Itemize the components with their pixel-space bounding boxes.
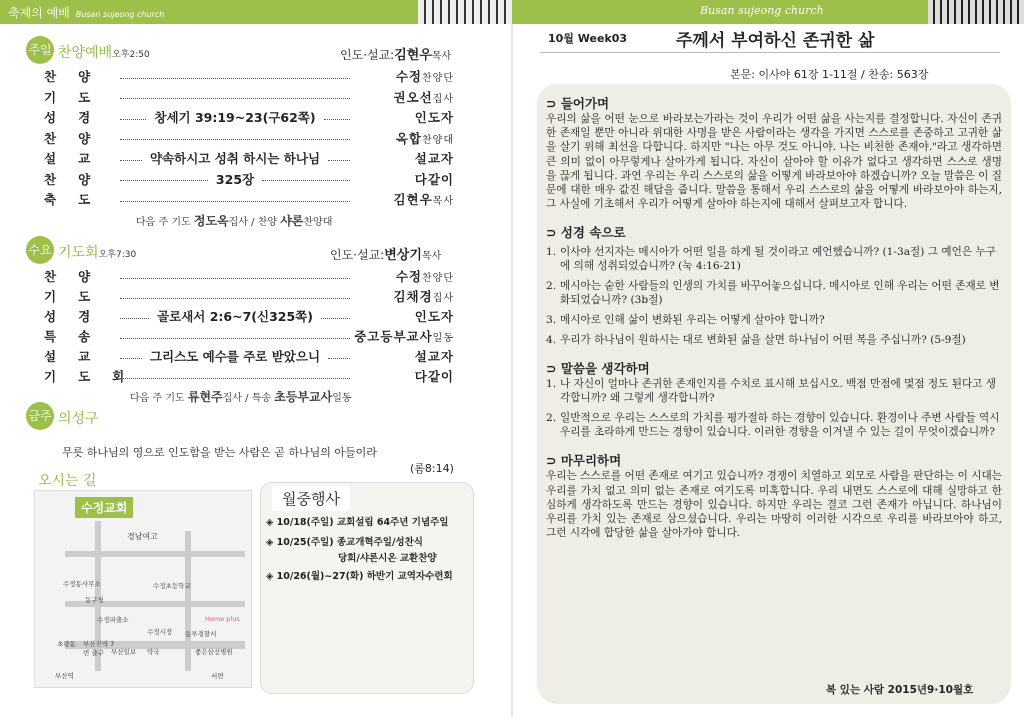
- order-label: 찬양: [44, 269, 113, 284]
- map-label: 부산진역 7번 출구: [83, 640, 115, 657]
- sunday-time: 오후2:50: [112, 50, 150, 60]
- person-name: 옥합: [395, 130, 423, 146]
- study-ref: 본문: 이사야 61장 1-11절 / 찬송: 563장: [730, 68, 929, 81]
- map-label: 동부경찰서: [185, 630, 217, 638]
- order-person: [354, 267, 454, 285]
- study-footer: 복 있는 사람 2015년9·10월호: [826, 684, 974, 696]
- leader-name: 김현우: [394, 48, 432, 63]
- leader-role: 목사: [431, 51, 452, 62]
- intro-heading: ⊃ 들어가며: [546, 96, 610, 111]
- wednesday-next-note: [130, 388, 352, 405]
- question-text: 나 자신이 얼마나 존귀한 존재인지를 수치로 표시해 보십시오. 백점 만점에 몇점 정도 된다고 생각합니까? 왜 그렇게 생각합니까?: [560, 378, 997, 405]
- sunday-next-note: [136, 212, 332, 229]
- close-heading: ⊃ 마무리하며: [546, 453, 622, 469]
- order-label: 찬양: [44, 171, 113, 187]
- dot-leader: [328, 358, 350, 359]
- question-item: 1. 나 자신이 얼마나 존귀한 존재인지를 수치로 표시해 보십시오. 백점 만점에 몇점 정도 된다고 생각합니까? 왜 그렇게 생각합니까?: [546, 377, 1002, 405]
- event-item: ◈ 10/18(주일) 교회설립 64주년 기념주일: [266, 517, 449, 528]
- order-content: 325장: [212, 170, 258, 188]
- person-role: 찬양대: [422, 134, 454, 146]
- order-person: [354, 170, 454, 188]
- leader-prefix: 인도·설교:: [330, 248, 385, 262]
- piano-keys-image-right: [928, 0, 1024, 24]
- order-row: [44, 266, 454, 286]
- order-content: 골로새서 2:6~7(신325쪽): [153, 307, 317, 325]
- dot-leader: [120, 160, 142, 161]
- order-label: 찬양: [44, 69, 113, 84]
- leader-prefix: 인도·설교:: [340, 48, 395, 62]
- wednesday-title-text: 기도회: [58, 245, 99, 261]
- map-label: Home plus: [205, 615, 240, 623]
- dot-leader: [120, 119, 146, 120]
- map-road: [65, 551, 245, 557]
- intro-heading-text: 들어가며: [560, 96, 610, 111]
- order-row: [44, 326, 454, 346]
- dot-leader: [120, 278, 350, 279]
- order-row: [44, 286, 454, 306]
- order-label: 특송: [44, 329, 113, 344]
- order-person: [354, 67, 454, 85]
- dot-leader: [262, 180, 350, 181]
- order-person: [354, 129, 454, 147]
- event-item: ◈ 10/25(주일) 종교개혁주일/성찬식: [266, 537, 423, 548]
- order-row: [44, 128, 454, 148]
- map-label: 수정동사무소: [63, 580, 101, 588]
- order-row: [44, 87, 454, 107]
- person-name: 수정: [395, 69, 423, 84]
- note-pray-role: 집사: [222, 393, 242, 404]
- person-role: 찬양단: [422, 273, 454, 284]
- question-text: 일반적으로 우리는 스스로의 가치를 평가절하 하는 경향이 있습니다. 환경이나 주변 사람들 역시 우리를 초라하게 만드는 경향이 있습니다. 이러한 경향을 이겨낼 수 있는 길이 무엇이겠습니까?: [560, 412, 1000, 439]
- person-role: 집사: [432, 93, 454, 105]
- event-item: ◈ 10/26(월)~27(화) 하반기 교역자수련회: [266, 571, 453, 582]
- map-label: 서면: [211, 672, 224, 680]
- person-name: 인도자: [414, 309, 455, 324]
- note-praise-role: 일동: [332, 393, 352, 404]
- person-name: 중고등부교사: [354, 329, 433, 344]
- dot-leader: [120, 139, 350, 140]
- order-person: [354, 307, 454, 325]
- header-title-text: 축제의 예배: [8, 6, 70, 20]
- person-name: 설교자: [414, 151, 454, 166]
- sunday-section-title: [58, 42, 150, 62]
- sunday-leader: [340, 44, 451, 63]
- study-title: 주께서 부여하신 존귀한 삶: [676, 31, 875, 51]
- map-label: 부산일보: [111, 648, 137, 656]
- map-label: 경남여고: [127, 532, 158, 541]
- dot-leader: [120, 338, 350, 339]
- leader-name: 변상기: [384, 248, 422, 263]
- verse-text: 무릇 하나님의 영으로 인도함을 받는 사람은 곧 하나님의 아들이라: [62, 446, 377, 459]
- order-row: [44, 107, 454, 127]
- order-label: 기도: [44, 289, 113, 304]
- order-content: 약속하시고 성취 하시는 하나님: [146, 149, 324, 167]
- verse-circle-badge: 금주: [26, 402, 54, 430]
- order-row: [44, 148, 454, 168]
- map-label: 동구청: [85, 596, 104, 604]
- order-content: 창세기 39:19~23(구62쪽): [150, 108, 319, 126]
- dot-leader: [120, 98, 350, 99]
- left-header-title: [8, 4, 164, 21]
- study-week-label: Week03: [577, 32, 628, 45]
- church-label: 수정교회: [75, 497, 133, 518]
- question-text: 메시아로 인해 삶이 변화된 우리는 어떻게 살아야 합니까?: [560, 314, 825, 327]
- person-name: 김현우: [393, 192, 433, 207]
- person-role: 목사: [432, 196, 454, 207]
- question-item: 3. 메시아로 인해 삶이 변화된 우리는 어떻게 살아야 합니까?: [546, 314, 825, 327]
- order-row: [44, 346, 454, 366]
- verse-ref: (롬8:14): [410, 462, 454, 475]
- close-paragraph: 우리는 스스로를 어떤 존재로 여기고 있습니까? 경쟁이 치열하고 외모로 사람을 판단하는 이 시대는 우리를 가치 없고 의미 없는 존재로 여기도록 미혹합니다. 우리 내면도 스스로에 대해 실망하고 한심하게 생각하도록 만드는 경향이 있습니다. 하지만 우리는 결코 그런 존재가 아닙니다. 하나님이 우리를 가치 있는 존재로 삼으셨습니다. 우리는 마땅히 이러한 시각으로 우리를 바라보아야 하고, 그런 시각에 합당한 삶을 살아가야 합니다.: [546, 470, 1002, 540]
- person-name: 인도자: [414, 110, 454, 125]
- question-item: 2. 일반적으로 우리는 스스로의 가치를 평가절하 하는 경향이 있습니다. 환경이나 주변 사람들 역시 우리를 초라하게 만드는 경향이 있습니다. 이러한 경향을 이겨낼 수 있는 길이 무엇이겠습니까?: [546, 411, 1002, 439]
- map-label: 수정시장: [147, 628, 173, 636]
- order-person: [354, 327, 454, 345]
- order-person: [354, 347, 454, 365]
- word-heading-text: 성경 속으로: [560, 225, 626, 241]
- close-heading-text: 마무리하며: [560, 453, 622, 469]
- question-text: 이사야 선지자는 메시아가 어떤 일을 하게 될 것이라고 예언했습니까? (1-3a절) 그 예언은 누구에 의해 성취되었습니까? (눅 4:16-21): [560, 246, 996, 273]
- note-pray-name: 류현주: [187, 390, 223, 404]
- think-questions: [546, 377, 1002, 439]
- wednesday-time: 오후7:30: [98, 250, 137, 260]
- question-text: 메시아는 숱한 사람들의 인생의 가치를 바꾸어놓으십니다. 메시아로 인해 우리는 어떤 존재로 변화되었습니까? (3b절): [560, 280, 1000, 307]
- order-label: 설교: [44, 349, 113, 364]
- sunday-circle-badge: 주일: [26, 36, 54, 64]
- sunday-title-text: 찬양예배: [58, 45, 113, 61]
- dot-leader: [120, 318, 149, 319]
- study-content: [546, 94, 1002, 540]
- order-content: 그리스도 예수를 주로 받았으니: [146, 347, 324, 365]
- think-heading: ⊃ 말씀을 생각하며: [546, 361, 650, 377]
- directions-map: [34, 490, 252, 688]
- person-name: 권오선: [393, 89, 433, 105]
- question-text: 우리가 하나님이 원하시는 대로 변화된 삶을 살면 하나님이 어떤 복을 주십니까? (5-9절): [560, 334, 966, 347]
- order-label: 찬양: [44, 130, 113, 146]
- event-item: 당회/샤론시온 교환찬양: [338, 553, 437, 564]
- person-name: 다같이: [414, 171, 455, 187]
- order-person: [354, 88, 454, 106]
- directions-title: 오시는 길: [38, 473, 97, 489]
- person-name: 설교자: [414, 349, 454, 364]
- right-header-subtitle: Busan sujeong church: [700, 4, 824, 17]
- word-heading: ⊃ 성경 속으로: [546, 225, 626, 241]
- piano-keys-image: [418, 0, 512, 24]
- note-praise-role: 찬양대: [303, 217, 333, 228]
- note-prefix: 다음 주 기도: [136, 217, 191, 228]
- question-item: 1. 이사야 선지자는 메시아가 어떤 일을 하게 될 것이라고 예언했습니까? (1-3a절) 그 예언은 누구에 의해 성취되었습니까? (눅 4:16-21): [546, 245, 1002, 273]
- event-text: 10/18(주일) 교회설립 64주년 기념주일: [276, 517, 449, 528]
- map-label: 수정파출소: [97, 616, 129, 624]
- order-row: [44, 366, 454, 386]
- wednesday-circle-badge: 수요: [26, 236, 54, 264]
- order-row: [44, 169, 454, 189]
- order-label: 기도회: [44, 369, 147, 384]
- order-label: 설교: [44, 151, 113, 166]
- dot-leader: [120, 358, 142, 359]
- map-label: 좋은삼선병원: [195, 648, 233, 656]
- order-row: [44, 306, 454, 326]
- note-prefix: 다음 주 기도: [130, 393, 185, 404]
- order-row: [44, 66, 454, 86]
- events-title: 월중행사: [272, 486, 350, 511]
- order-person: [354, 149, 454, 167]
- dot-leader: [120, 378, 350, 379]
- note-sep: / 특송: [245, 393, 272, 404]
- person-role: 일동: [432, 333, 454, 344]
- dot-leader: [321, 318, 350, 319]
- question-item: 2. 메시아는 숱한 사람들의 인생의 가치를 바꾸어놓으십니다. 메시아로 인해 우리는 어떤 존재로 변화되었습니까? (3b절): [546, 279, 1002, 307]
- map-road: [185, 531, 191, 671]
- order-person: [354, 287, 454, 305]
- intro-paragraph: 우리의 삶을 어떤 눈으로 바라보는가라는 것이 우리가 어떤 삶을 사는지를 결정합니다. 자신이 존귀한 존재일 뿐만 아니라 위대한 사명을 받은 사람이라는 생각을 가지면 스스로를 존중하고 고귀한 삶을 살기 위해 최선을 다합니다. 하지만 "나는 아무 것도 아니야. 나는 비천한 존재야."라고 생각하면 큰 의미 없이 아무렇게나 살아가게 됩니다. 자신이 살아야 할 이유가 없다고 생각하면 스스로 생명을 끊게 됩니다. 과연 우리는 우리 스스로의 삶을 어떻게 바라보아야 하겠습니까? 오늘 말씀은 이 질문에 대한 매우 값진 해답을 줍니다. 말씀을 통해서 우리 스스로의 삶을 어떻게 바라보아야 하는지, 그 사실에 기초해서 우리가 어떻게 살아야 하는지에 대해서 살펴보고자 합니다.: [546, 113, 1002, 211]
- map-label: 수정초등학교: [153, 582, 191, 590]
- order-person: [354, 367, 454, 385]
- order-person: [354, 190, 454, 208]
- map-label: 초량동: [57, 640, 76, 648]
- dot-leader: [120, 180, 208, 181]
- note-praise-name: 샤론: [280, 214, 304, 228]
- person-name: 김채경: [393, 289, 433, 304]
- note-praise-name: 초등부교사: [274, 390, 333, 404]
- dot-leader: [324, 119, 350, 120]
- person-name: 수정: [395, 269, 423, 284]
- title-divider: [540, 52, 1000, 53]
- event-text: 10/25(주일) 종교개혁주일/성찬식: [276, 537, 423, 548]
- order-label: 기도: [44, 89, 113, 105]
- verse-section-title: 의성구: [58, 411, 99, 427]
- person-role: 찬양단: [422, 73, 454, 84]
- leader-role: 목사: [421, 251, 442, 262]
- wednesday-section-title: [58, 242, 136, 262]
- study-week: [548, 30, 627, 46]
- dot-leader: [120, 201, 350, 202]
- wednesday-leader: [330, 244, 441, 263]
- order-label: 성경: [44, 110, 113, 125]
- note-pray-name: 정도옥: [193, 214, 229, 228]
- order-label: 성경: [44, 309, 113, 324]
- map-label: 약국: [147, 648, 160, 656]
- person-name: 다같이: [414, 369, 454, 384]
- study-month: 10월: [548, 32, 574, 45]
- person-role: 집사: [432, 293, 454, 304]
- dot-leader: [120, 78, 350, 79]
- dot-leader: [120, 298, 350, 299]
- order-row: [44, 189, 454, 209]
- note-sep: / 찬양: [251, 217, 278, 228]
- map-label: 부산역: [55, 672, 74, 680]
- event-text: 10/26(월)~27(화) 하반기 교역자수련회: [276, 571, 453, 582]
- header-subtitle-text: Busan sujeong church: [75, 10, 165, 19]
- page-fold: [511, 24, 513, 717]
- order-person: [354, 108, 454, 126]
- dot-leader: [328, 160, 350, 161]
- think-heading-text: 말씀을 생각하며: [560, 361, 650, 377]
- question-item: 4. 우리가 하나님이 원하시는 대로 변화된 삶을 살면 하나님이 어떤 복을 주십니까? (5-9절): [546, 334, 966, 347]
- note-pray-role: 집사: [228, 217, 248, 228]
- word-questions: [546, 245, 1002, 347]
- order-label: 축도: [44, 192, 113, 207]
